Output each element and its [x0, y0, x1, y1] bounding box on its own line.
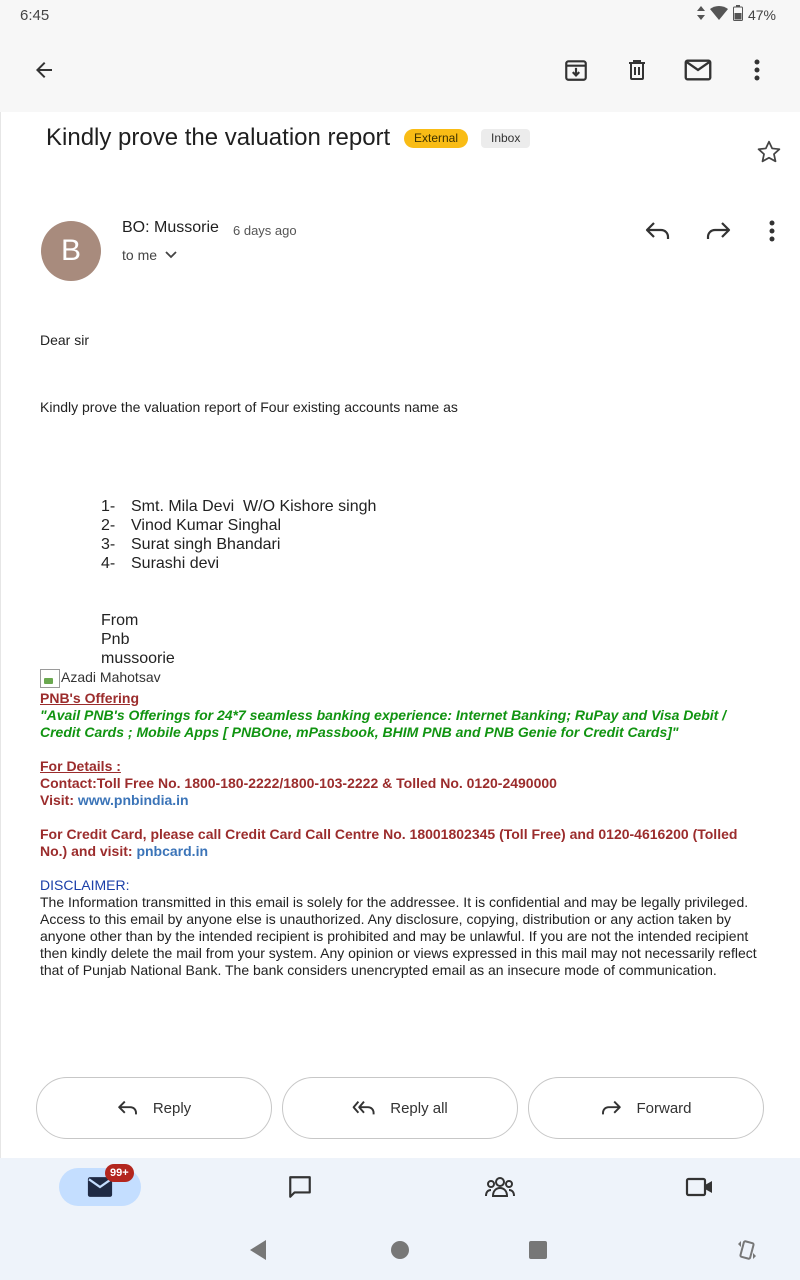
recipient-toggle[interactable]: [122, 247, 177, 263]
system-recents-icon: [528, 1240, 548, 1260]
disclaimer-heading: DISCLAIMER:: [40, 877, 130, 893]
pnbcard-link[interactable]: pnbcard.in: [136, 843, 209, 859]
system-home-button[interactable]: [378, 1228, 422, 1272]
disclaimer-text: The Information transmitted in this email is solely for the addressee. It is confidential and may be legally privileged. Access to this email by anyone else is unauthorized. Any disclosure, copying, distribution or any action taken by anyone other than by the intended recipient is prohibited and may be unlawful. If you are not the intended recipient then kindly delete the mail from your system. Any opinion or views expressed in this mail may not necessarily reflect that of Punjab National Bank. The bank considers unencrypted email as an insecure mode of communication.: [40, 894, 757, 978]
system-back-button[interactable]: [236, 1228, 280, 1272]
visit-label: Visit:: [40, 792, 78, 808]
credit-card-text: For Credit Card, please call Credit Card Call Centre No. 18001802345 (Toll Free) and 0120-4616200 (Tolled No.) and visit:: [40, 826, 738, 859]
recipient-label: to me: [122, 247, 158, 263]
details-section: [40, 758, 762, 809]
signature-line: mussoorie: [101, 650, 175, 667]
email-greeting: Dear sir: [40, 332, 90, 348]
more-options-button[interactable]: [735, 48, 779, 92]
reply-button[interactable]: [36, 1077, 272, 1139]
delete-button[interactable]: [615, 48, 659, 92]
contact-text: Contact:Toll Free No. 1800-180-2222/1800-103-2222 & Tolled No. 0120-2490000: [40, 775, 557, 791]
sender-avatar[interactable]: B: [41, 221, 101, 281]
status-bar: [0, 0, 800, 32]
inbox-label-chip[interactable]: Inbox: [481, 129, 530, 148]
mark-unread-icon: [684, 58, 712, 82]
star-button[interactable]: [747, 130, 791, 174]
email-subject: Kindly prove the valuation report: [46, 124, 391, 151]
reply-all-icon: [352, 1100, 376, 1116]
offering-text: "Avail PNB's Offerings for 24*7 seamless banking experience: Internet Banking; RuPay and Visa Debit / Credit Cards ; Mobile Apps [ PNBOne, mPassbook, BHIM PNB and PNB Genie for Credit Cards]": [40, 707, 727, 740]
accounts-list: [101, 497, 376, 573]
image-placeholder-icon: [40, 669, 60, 688]
forward-icon: [705, 221, 731, 241]
offering-section: [40, 690, 762, 741]
nav-meet[interactable]: [659, 1168, 741, 1206]
system-home-icon: [390, 1240, 410, 1260]
nav-mail[interactable]: [59, 1168, 141, 1206]
visit-line: [40, 792, 762, 809]
data-arrows-icon: [697, 6, 705, 23]
list-item: 3- Surat singh Bhandari: [101, 536, 281, 553]
forward-button[interactable]: [528, 1077, 764, 1139]
offering-heading: PNB's Offering: [40, 690, 140, 706]
reply-all-button[interactable]: [282, 1077, 518, 1139]
broken-image: [40, 669, 161, 688]
email-intro: Kindly prove the valuation report of Four existing accounts name as: [40, 399, 458, 415]
list-item: 4- Surashi devi: [101, 555, 220, 572]
sender-name: BO: Mussorie: [122, 219, 219, 236]
mark-unread-button[interactable]: [676, 48, 720, 92]
nav-chat[interactable]: [259, 1168, 341, 1206]
meet-icon: [685, 1176, 715, 1198]
back-arrow-icon: [32, 58, 56, 82]
delete-icon: [625, 57, 649, 83]
spaces-icon: [484, 1175, 516, 1199]
app-bar: [0, 32, 800, 112]
list-item: 1- Smt. Mila Devi W/O Kishore singh: [101, 498, 377, 515]
signature-line: From: [101, 612, 139, 629]
list-item: 2- Vinod Kumar Singhal: [101, 517, 282, 534]
details-heading: For Details :: [40, 758, 121, 774]
rotate-button[interactable]: [725, 1228, 769, 1272]
star-icon: [756, 139, 782, 165]
signature-line: Pnb: [101, 631, 130, 648]
external-label-chip: External: [404, 129, 468, 148]
wifi-icon: [710, 6, 728, 23]
bottom-nav: [0, 1158, 800, 1222]
signature-block: [101, 611, 175, 668]
pnbindia-link[interactable]: www.pnbindia.in: [77, 792, 189, 808]
chat-icon: [286, 1174, 314, 1200]
forward-label: Forward: [636, 1099, 692, 1117]
chevron-down-icon: [165, 251, 177, 259]
email-time: 6 days ago: [233, 223, 297, 238]
reply-label: Reply: [152, 1099, 192, 1117]
archive-icon: [563, 57, 589, 83]
credit-card-section: [40, 826, 762, 860]
system-recents-button[interactable]: [516, 1228, 560, 1272]
message-more-button[interactable]: [750, 209, 794, 253]
battery-icon: [733, 5, 743, 24]
disclaimer-section: [40, 877, 762, 979]
reply-icon: [645, 221, 671, 241]
more-vert-icon: [754, 59, 760, 81]
forward-icon: [600, 1100, 622, 1116]
rotate-icon: [736, 1238, 758, 1262]
system-nav-bar: [0, 1222, 800, 1280]
forward-icon-button[interactable]: [696, 209, 740, 253]
reply-icon-button[interactable]: [636, 209, 680, 253]
back-button[interactable]: [22, 48, 66, 92]
nav-spaces[interactable]: [459, 1168, 541, 1206]
reply-all-label: Reply all: [390, 1099, 448, 1117]
status-time: 6:45: [20, 7, 50, 24]
image-alt-text: Azadi Mahotsav: [61, 669, 161, 685]
reply-icon: [117, 1100, 139, 1116]
battery-level: 47%: [747, 6, 776, 23]
unread-badge: 99+: [105, 1164, 134, 1182]
system-back-icon: [248, 1239, 268, 1261]
status-icons: [697, 5, 776, 24]
more-vert-icon: [769, 220, 775, 242]
archive-button[interactable]: [554, 48, 598, 92]
